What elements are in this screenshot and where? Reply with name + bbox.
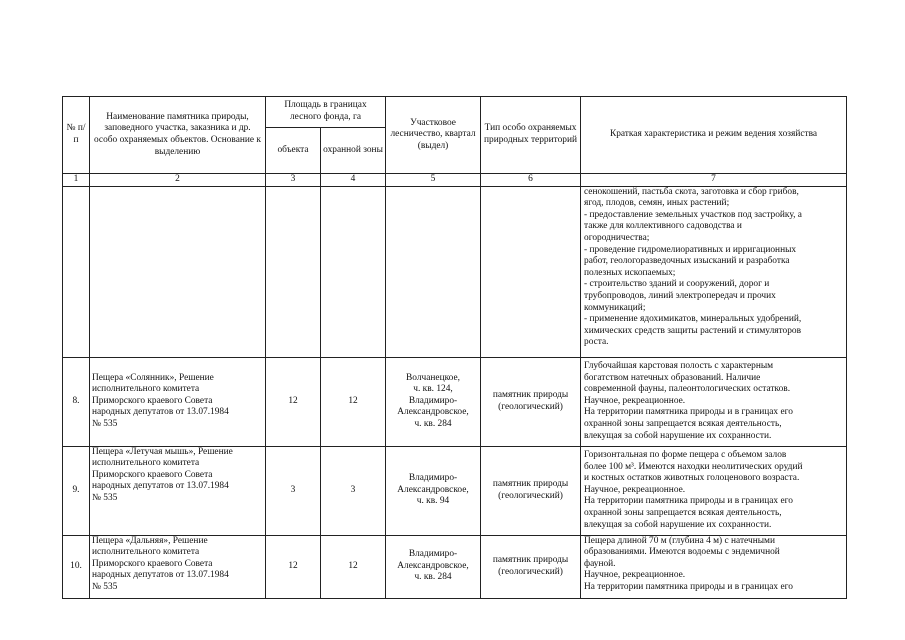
text-line: ч. кв. 94 — [416, 496, 450, 507]
column-number: 5 — [386, 174, 481, 187]
column-number: 2 — [90, 174, 266, 187]
text-line: (геологический) — [498, 401, 563, 412]
forestry-quarter — [386, 446, 481, 535]
header-area-zone: охранной зоны — [321, 128, 386, 174]
column-number: 4 — [321, 174, 386, 187]
text-line: современной фауны, палеонтологических остатков. — [584, 384, 791, 395]
text-line: памятник природы — [492, 555, 569, 565]
text-line: химических средств защиты растений и стимуляторов — [584, 325, 802, 336]
text-line: огородничества; — [584, 232, 650, 243]
text-line: более 100 м³. Имеются находки неолитических орудий — [584, 461, 803, 472]
area-object: 3 — [266, 446, 321, 535]
text-line: Александровское, — [397, 484, 469, 495]
row-number: 9. — [63, 446, 90, 535]
text-line: трубопроводов, линий электропередач и прочих — [584, 290, 776, 301]
text-line: Научное, рекреационное. — [584, 570, 686, 581]
text-line: исполнительного комитета — [92, 547, 200, 558]
row-number: 10. — [63, 535, 90, 598]
monument-description — [581, 446, 847, 535]
empty-cell — [481, 186, 581, 357]
text-line: охранной зоны запрещается всякая деятельность, — [584, 507, 782, 518]
area-object: 12 — [266, 357, 321, 446]
text-line: № 535 — [92, 492, 118, 503]
text-line: работ, геологоразведочных изысканий и разработка — [584, 256, 790, 267]
monument-name — [90, 357, 266, 446]
territory-type — [481, 446, 581, 535]
text-line: ч. кв. 124, — [413, 384, 453, 395]
table-row — [63, 446, 847, 535]
territory-type — [481, 357, 581, 446]
header-number: № п/п — [63, 97, 90, 174]
text-line: исполнительного комитета — [92, 458, 200, 469]
text-line: также для коллективного садоводства и — [584, 221, 742, 232]
text-line: народных депутатов от 13.07.1984 — [92, 407, 229, 418]
monument-name — [90, 535, 266, 598]
text-line: - предоставление земельных участков под застройку, а — [584, 209, 802, 220]
continuation-description — [581, 186, 847, 357]
header-forestry: Участковое лесничество, квартал (выдел) — [386, 97, 481, 174]
empty-cell — [321, 186, 386, 357]
column-number-row — [63, 174, 847, 187]
text-line: народных депутатов от 13.07.1984 — [92, 570, 229, 581]
text-line: народных депутатов от 13.07.1984 — [92, 481, 229, 492]
nature-monuments-table — [62, 96, 847, 599]
empty-cell — [90, 186, 266, 357]
territory-type — [481, 535, 581, 598]
text-line: Научное, рекреационное. — [584, 395, 686, 406]
text-line: памятник природы — [492, 390, 569, 400]
text-line: влекущая за собой нарушение их сохранности. — [584, 519, 772, 530]
text-line: ч. кв. 284 — [414, 418, 452, 429]
text-line: Научное, рекреационное. — [584, 484, 686, 495]
text-line: (геологический) — [498, 490, 563, 501]
monument-name — [90, 446, 266, 535]
text-line: роста. — [584, 337, 609, 348]
text-line: Приморского краевого Совета — [92, 395, 213, 406]
text-line: Волчанецкое, — [406, 372, 460, 383]
text-line: богатством натечных образований. Наличие — [584, 372, 761, 383]
text-line: коммуникаций; — [584, 302, 646, 313]
continuation-row — [63, 186, 847, 357]
text-line: Владимиро- — [408, 549, 458, 560]
text-line: На территории памятника природы и в границах его — [584, 407, 793, 418]
header-type: Тип особо охраняемых природных территорий — [481, 97, 581, 174]
column-number: 7 — [581, 174, 847, 187]
text-line: Владимиро- — [408, 473, 458, 484]
empty-cell — [63, 186, 90, 357]
text-line: Приморского краевого Совета — [92, 469, 213, 480]
text-line: На территории памятника природы и в границах его — [584, 581, 793, 592]
table-row — [63, 535, 847, 598]
row-number: 8. — [63, 357, 90, 446]
text-line: (геологический) — [498, 566, 563, 577]
text-line: Александровское, — [397, 407, 469, 418]
empty-cell — [266, 186, 321, 357]
text-line: фауной. — [584, 558, 616, 569]
area-object: 12 — [266, 535, 321, 598]
text-line: образованиями. Имеются водоемы с эндемичной — [584, 547, 780, 558]
text-line: Пещера «Солянник», Решение — [92, 372, 214, 383]
column-number: 1 — [63, 174, 90, 187]
text-line: сенокошений, пастьба скота, заготовка и сбор грибов, — [584, 186, 799, 197]
column-number: 3 — [266, 174, 321, 187]
header-area: Площадь в границах лесного фонда, га — [266, 97, 386, 128]
text-line: Владимиро- — [408, 395, 458, 406]
text-line: Глубочайшая карстовая полость с характерным — [584, 361, 774, 372]
text-line: ягод, плодов, семян, иных растений; — [584, 198, 730, 209]
forestry-quarter — [386, 535, 481, 598]
text-line: исполнительного комитета — [92, 384, 200, 395]
monument-description — [581, 357, 847, 446]
forestry-quarter — [386, 357, 481, 446]
monument-description — [581, 535, 847, 598]
text-line: - применение ядохимикатов, минеральных удобрений, — [584, 314, 802, 325]
column-number: 6 — [481, 174, 581, 187]
text-line: - строительство зданий и сооружений, дорог и — [584, 279, 770, 290]
table-row — [63, 357, 847, 446]
text-line: Горизонтальная по форме пещера с объемом залов — [584, 450, 787, 461]
header-area-object: объекта — [266, 128, 321, 174]
text-line: Пещера «Дальняя», Решение — [92, 535, 208, 546]
text-line: влекущая за собой нарушение их сохранности. — [584, 430, 772, 441]
text-line: - проведение гидромелиоративных и ирригационных — [584, 244, 797, 255]
text-line: Пещера «Летучая мышь», Решение — [92, 446, 233, 457]
empty-cell — [386, 186, 481, 357]
text-line: № 535 — [92, 418, 118, 429]
area-zone: 12 — [321, 357, 386, 446]
area-zone: 12 — [321, 535, 386, 598]
text-line: Пещера длиной 70 м (глубина 4 м) с натечными — [584, 535, 775, 546]
text-line: и костных остатков животных голоценового возраста. — [584, 473, 800, 484]
text-line: полезных ископаемых; — [584, 267, 676, 278]
text-line: На территории памятника природы и в границах его — [584, 496, 793, 507]
text-line: № 535 — [92, 581, 118, 592]
header-description: Краткая характеристика и режим ведения хозяйства — [581, 97, 847, 174]
header-row — [63, 97, 847, 128]
text-line: памятник природы — [492, 479, 569, 489]
header-name: Наименование памятника природы, заповедного участка, заказника и др. особо охраняемых объектов. Основание к выделению — [90, 97, 266, 174]
text-line: ч. кв. 284 — [414, 572, 452, 583]
text-line: Александровское, — [397, 560, 469, 571]
text-line: охранной зоны запрещается всякая деятельность, — [584, 418, 782, 429]
text-line: Приморского краевого Совета — [92, 558, 213, 569]
area-zone: 3 — [321, 446, 386, 535]
